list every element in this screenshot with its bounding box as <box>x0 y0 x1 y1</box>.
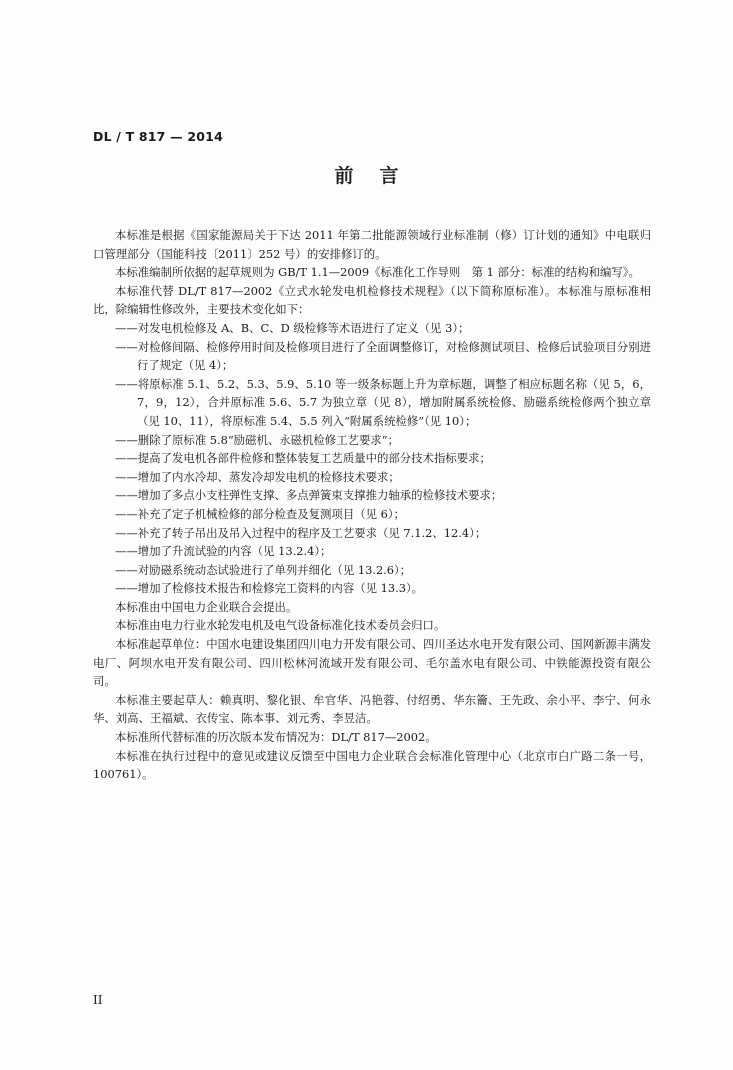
standard-code-header: DL / T 817 — 2014 <box>93 129 223 144</box>
body-paragraph: 本标准由电力行业水轮发电机及电气设备标准化技术委员会归口。 <box>115 618 446 633</box>
change-list-item: ——增加了内水冷却、蒸发冷却发电机的检修技术要求； <box>115 469 400 484</box>
change-list-item: ——将原标准 5.1、5.2、5.3、5.9、5.10 等一级条标题上升为章标题，调整了相应标题名称（见 5，6，7，9，12），合并原标准 5.6、5.7 为独立章（见 8），增加附属系统检修、励磁系统检修两个独立章（见 10、11），将原标准 5.4、5.5 列入“附属系统检修”（见 10）； <box>115 376 651 428</box>
change-list-item: ——对检修间隔、检修停用时间及检修项目进行了全面调整修订，对检修测试项目、检修后试验项目分别进行了规定（见 4）； <box>115 339 651 373</box>
body-paragraph: 本标准是根据《国家能源局关于下达 2011 年第二批能源领域行业标准制（修）订计划的通知》中电联归口管理部分（国能科技〔2011〕252 号）的安排修订的。 <box>93 228 651 261</box>
change-list-item: ——增加了多点小支柱弹性支撑、多点弹簧束支撑推力轴承的检修技术要求； <box>115 488 503 503</box>
page-number: II <box>93 993 103 1007</box>
change-list-item: ——补充了定子机械检修的部分检查及复测项目（见 6）； <box>115 506 405 521</box>
document-body <box>93 226 651 784</box>
body-paragraph: 本标准代替 DL/T 817—2002《立式水轮发电机检修技术规程》（以下简称原标准）。本标准与原标准相比，除编辑性修改外，主要技术变化如下： <box>93 283 651 317</box>
change-list-item: ——对励磁系统动态试验进行了单列并细化（见 13.2.6）； <box>115 562 412 577</box>
body-paragraph: 本标准主要起草人：赖真明、黎化银、牟官华、冯艳蓉、付绍勇、华东籥、王先政、余小平、李宁、何永华、刘高、王福斌、衣传宝、陈本事、刘元秀、李昱洁。 <box>93 692 651 726</box>
body-paragraph: 本标准编制所依据的起草规则为 GB/T 1.1—2009《标准化工作导则 第 1 部分：标准的结构和编写》。 <box>115 265 640 280</box>
page-title: 前言 <box>334 165 425 187</box>
change-list-item: ——对发电机检修及 A、B、C、D 级检修等术语进行了定义（见 3）； <box>115 320 470 335</box>
change-list-item: ——删除了原标准 5.8“励磁机、永磁机检修工艺要求”； <box>115 432 399 447</box>
change-list-item: ——增加了检修技术报告和检修完工资料的内容（见 13.3）。 <box>115 581 424 596</box>
change-list-item: ——增加了升流试验的内容（见 13.2.4）； <box>115 544 332 559</box>
body-paragraph: 本标准由中国电力企业联合会提出。 <box>115 599 298 614</box>
body-paragraph: 本标准在执行过程中的意见或建议反馈至中国电力企业联合会标准化管理中心（北京市白广路二条一号，100761）。 <box>93 748 651 782</box>
body-paragraph: 本标准起草单位：中国水电建设集团四川电力开发有限公司、四川圣达水电开发有限公司、国网新源丰满发电厂、阿坝水电开发有限公司、四川松林河流域开发有限公司、毛尔盖水电有限公司、中铁能源投资有限公司。 <box>93 637 651 689</box>
body-paragraph: 本标准所代替标准的历次版本发布情况为：DL/T 817—2002。 <box>115 730 437 745</box>
change-list-item: ——提高了发电机各部件检修和整体装复工艺质量中的部分技术指标要求； <box>115 451 491 466</box>
change-list-item: ——补充了转子吊出及吊入过程中的程序及工艺要求（见 7.1.2、12.4）； <box>115 525 487 540</box>
